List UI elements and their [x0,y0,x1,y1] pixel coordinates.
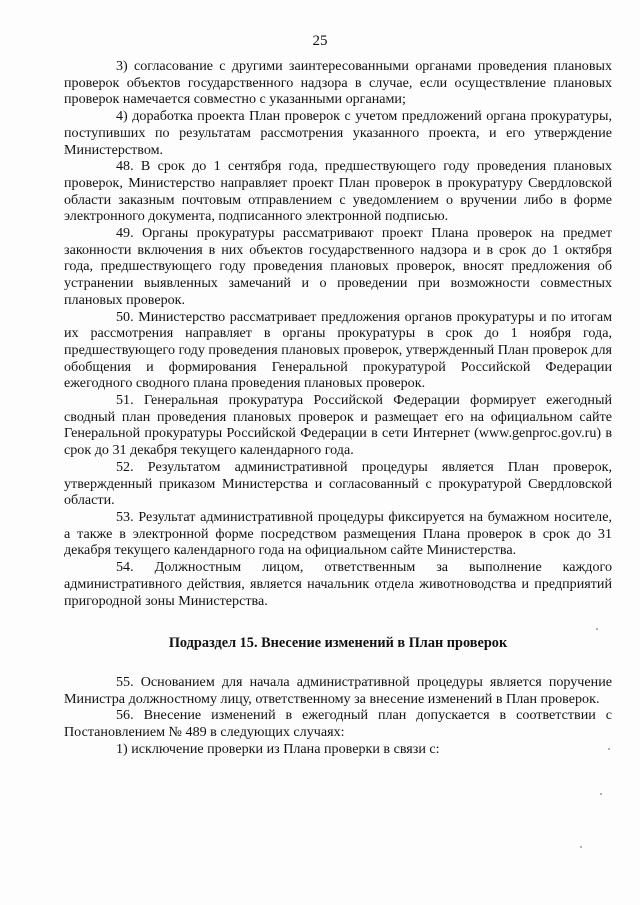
paragraph-56: 56. Внесение изменений в ежегодный план допускается в соответствии с Постановлением № 489 в следующих случаях: [64,707,612,741]
subsection-heading: Подраздел 15. Внесение изменений в План проверок [168,635,508,652]
paragraph-54: 54. Должностным лицом, ответственным за выполнение каждого административного действия, является начальник отдела животноводства и предприятий пригородной зоны Министерства. [64,559,612,609]
paragraph-51: 51. Генеральная прокуратура Российской Федерации формирует ежегодный сводный план проведения плановых проверок и размещает его на официальном сайте Генеральной прокуратуры Российской Федерации в сети Интернет (www.genproc.gov.ru) в срок до 31 декабря текущего календарного года. [64,392,612,459]
paragraph-item-3: 3) согласование с другими заинтересованными органами проведения плановых проверок объектов государственного надзора в случае, если осуществление плановых проверок намечается совместно с указанными органами; [64,58,612,108]
paragraph-49: 49. Органы прокуратуры рассматривают проект Плана проверок на предмет законности включения в них объектов государственного надзора и в срок до 1 октября года, предшествующего году проведения плановых проверок, вносят предложения об устранении выявленных замечаний и о проведении при возможности совместных плановых проверок. [64,225,612,308]
paragraph-53: 53. Результат административной процедуры фиксируется на бумажном носителе, а также в электронной форме посредством размещения Плана проверок в срок до 31 декабря текущего календарного года на официальном сайте Министерства. [64,508,612,559]
paragraph-52: 52. Результатом административной процедуры является План проверок, утвержденный приказом Министерства и согласованный с прокуратурой Свердловской области. [64,458,612,509]
scan-speck [608,748,610,750]
page-number: 25 [312,33,328,49]
paragraph-55: 55. Основанием для начала административной процедуры является поручение Министра должностному лицу, ответственному за внесение изменений в План проверок. [64,673,612,707]
scan-speck [580,846,582,848]
scan-speck [596,628,598,630]
scan-speck [600,793,602,795]
paragraph-56-item-1: 1) исключение проверки из Плана проверки в связи с: [116,740,440,757]
paragraph-item-4: 4) доработка проекта План проверок с учетом предложений органа прокуратуры, поступивших по результатам рассмотрения указанного проекта, и его утверждение Министерством. [64,108,612,158]
paragraph-50: 50. Министерство рассматривает предложения органов прокуратуры и по итогам их рассмотрения направляет в органы прокуратуры в срок до 1 ноября года, предшествующего году проведения плановых проверок, утвержденный План проверок для обобщения и формирования Генеральной прокуратурой Российской Федерации ежегодного сводного плана проведения плановых проверок. [64,308,612,392]
paragraph-48: 48. В срок до 1 сентября года, предшествующего году проведения плановых проверок, Министерство направляет проект План проверок в прокуратуру Свердловской области заказным почтовым отправлением с уведомлением о вручении либо в форме электронного документа, подписанного электронной подписью. [64,158,612,225]
document-body [64,58,612,757]
